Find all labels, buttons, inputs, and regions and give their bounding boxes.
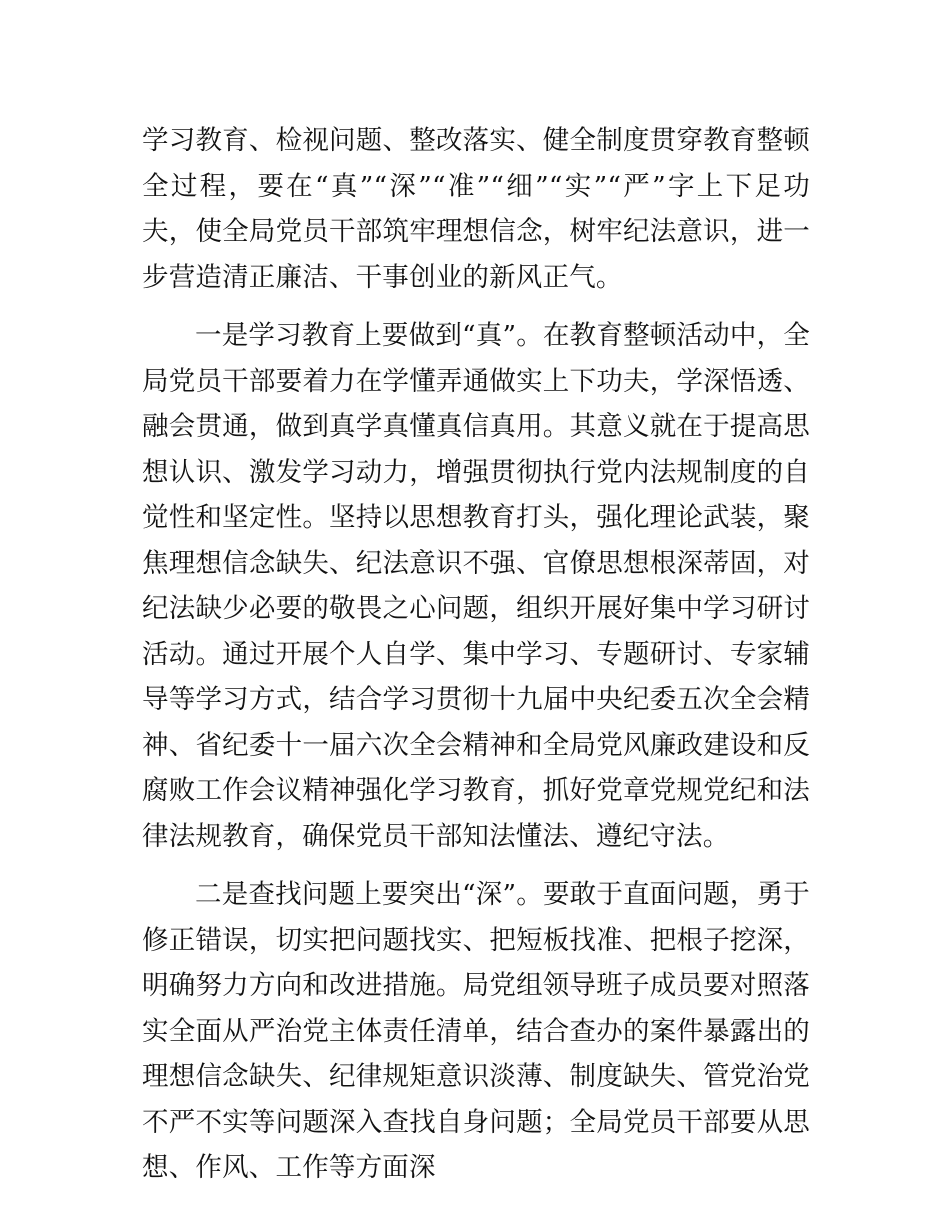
document-body — [142, 118, 810, 1191]
paragraph-find-problems: 二是查找问题上要突出“深”。要敢于直面问题，勇于修正错误，切实把问题找实、把短板找准、把根子挖深，明确努力方向和改进措施。局党组领导班子成员要对照落实全面从严治党主体责任清单，结合查办的案件暴露出的理想信念缺失、纪律规矩意识淡薄、制度缺失、管党治党不严不实等问题深入查找自身问题；全局党员干部要从思想、作风、工作等方面深 — [142, 879, 810, 1183]
paragraph-intro-continuation: 学习教育、检视问题、整改落实、健全制度贯穿教育整顿全过程，要在“真”“深”“准”“细”“实”“严”字上下足功夫，使全局党员干部筑牢理想信念，树牢纪法意识，进一步营造清正廉洁、干事创业的新风正气。 — [142, 125, 810, 293]
paragraph-study-education: 一是学习教育上要做到“真”。在教育整顿活动中，全局党员干部要着力在学懂弄通做实上下功夫，学深悟透、融会贯通，做到真学真懂真信真用。其意义就在于提高思想认识、激发学习动力，增强贯彻执行党内法规制度的自觉性和坚定性。坚持以思想教育打头，强化理论武装，聚焦理想信念缺失、纪法意识不强、官僚思想根深蒂固，对纪法缺少必要的敬畏之心问题，组织开展好集中学习研讨活动。通过开展个人自学、集中学习、专题研讨、专家辅导等学习方式，结合学习贯彻十九届中央纪委五次全会精神、省纪委十一届六次全会精神和全局党风廉政建设和反腐败工作会议精神强化学习教育，抓好党章党规党纪和法律法规教育，确保党员干部知法懂法、遵纪守法。 — [142, 320, 810, 852]
